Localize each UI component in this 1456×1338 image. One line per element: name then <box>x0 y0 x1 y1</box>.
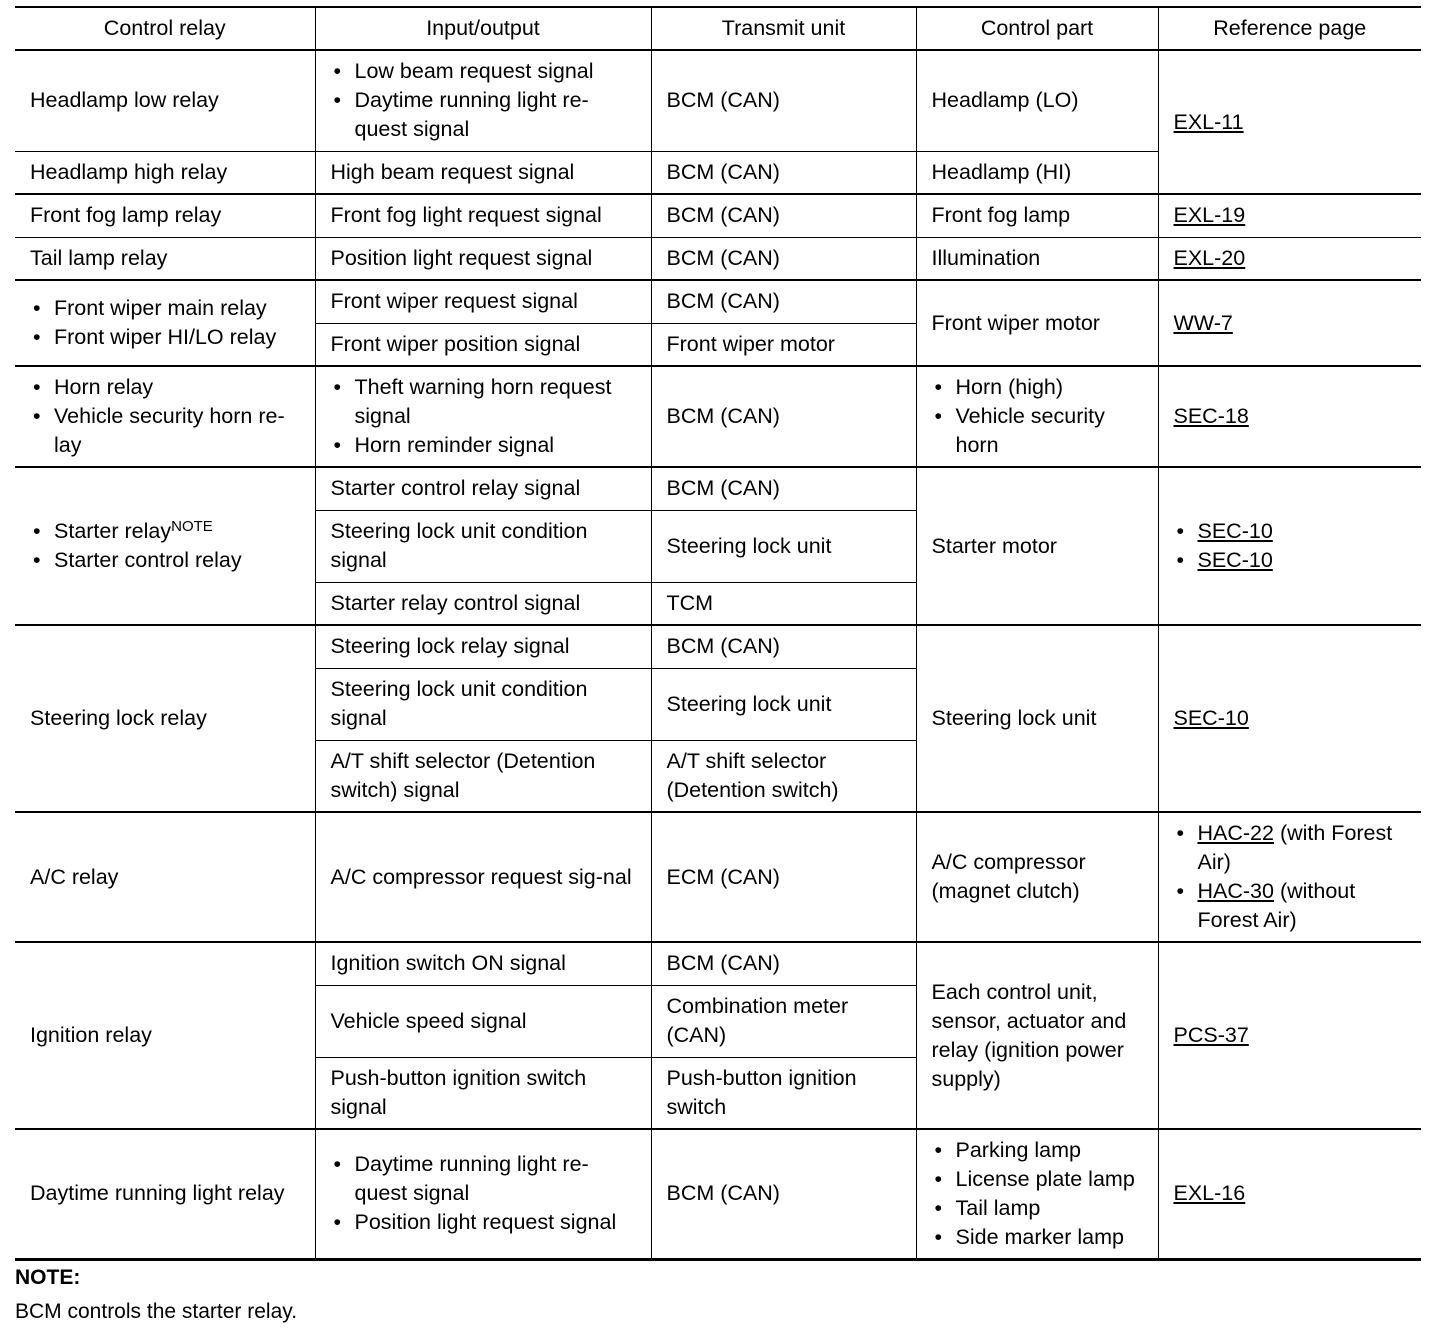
table-row <box>15 467 1421 510</box>
reference-page-cell <box>1158 942 1421 1129</box>
transmit-unit-cell: Front wiper motor <box>651 323 916 366</box>
reference-link[interactable]: SEC-10 <box>1197 548 1273 572</box>
transmit-unit-cell: Push-button ignition switch <box>651 1057 916 1129</box>
input-output-cell: Steering lock relay signal <box>315 625 651 668</box>
list-item <box>30 517 300 546</box>
transmit-unit-cell: ECM (CAN) <box>651 812 916 942</box>
input-output-cell: High beam request signal <box>315 151 651 194</box>
list-item: • Horn (high) <box>932 373 1143 402</box>
control-part-cell: Headlamp (HI) <box>916 151 1158 194</box>
input-output-cell: Ignition switch ON signal <box>315 942 651 985</box>
reference-page-cell <box>1158 1129 1421 1259</box>
list-item <box>1174 517 1407 546</box>
transmit-unit-cell: Steering lock unit <box>651 510 916 582</box>
input-output-cell: Steering lock unit condition signal <box>315 510 651 582</box>
reference-note: (without Forest Air) <box>1197 879 1356 932</box>
table-row <box>15 194 1421 237</box>
list-item: • Front wiper HI/LO relay <box>30 323 300 352</box>
list-item: • Daytime running light re-quest signal <box>331 86 636 144</box>
reference-note: (with Forest Air) <box>1197 821 1393 874</box>
list-item: • Vehicle security horn <box>932 402 1143 460</box>
list-item <box>1174 546 1407 575</box>
reference-link[interactable]: HAC-30 <box>1197 879 1274 903</box>
control-part-cell: Steering lock unit <box>916 625 1158 812</box>
list-item: • Horn relay <box>30 373 300 402</box>
table-row <box>15 237 1421 280</box>
input-output-cell: Starter relay control signal <box>315 582 651 625</box>
list-item: • License plate lamp <box>932 1165 1143 1194</box>
table-row <box>15 50 1421 151</box>
list-item: • Theft warning horn request signal <box>331 373 636 431</box>
input-output-cell: Vehicle speed signal <box>315 985 651 1057</box>
reference-link[interactable]: WW-7 <box>1173 310 1233 335</box>
transmit-unit-cell: BCM (CAN) <box>651 151 916 194</box>
control-part-cell <box>916 1129 1158 1259</box>
table-row <box>15 1129 1421 1259</box>
header-input-output: Input/output <box>315 7 651 50</box>
transmit-unit-cell: BCM (CAN) <box>651 50 916 151</box>
control-part-cell: Headlamp (LO) <box>916 50 1158 151</box>
reference-page-cell <box>1158 50 1421 194</box>
list-item: • Tail lamp <box>932 1194 1143 1223</box>
control-relay-cell <box>15 467 315 625</box>
reference-page-cell <box>1158 194 1421 237</box>
control-relay-cell: Tail lamp relay <box>15 237 315 280</box>
header-row <box>15 7 1421 50</box>
input-output-cell: Position light request signal <box>315 237 651 280</box>
reference-link[interactable]: EXL-16 <box>1173 1181 1246 1206</box>
transmit-unit-cell: BCM (CAN) <box>651 194 916 237</box>
input-output-cell: Front fog light request signal <box>315 194 651 237</box>
transmit-unit-cell: Combination meter (CAN) <box>651 985 916 1057</box>
list-item: • Side marker lamp <box>932 1223 1143 1252</box>
reference-link[interactable]: SEC-18 <box>1173 404 1249 428</box>
reference-link[interactable]: EXL-19 <box>1173 203 1246 228</box>
control-part-cell: Each control unit, sensor, actuator and relay (ignition power supply) <box>916 942 1158 1129</box>
input-output-cell: Push-button ignition switch signal <box>315 1057 651 1129</box>
input-output-cell: Front wiper request signal <box>315 280 651 323</box>
input-output-cell <box>315 50 651 151</box>
list-item: • Vehicle security horn re-lay <box>30 402 300 460</box>
transmit-unit-cell: BCM (CAN) <box>651 366 916 467</box>
table-row <box>15 942 1421 985</box>
header-reference-page: Reference page <box>1158 7 1421 50</box>
control-relay-cell: A/C relay <box>15 812 315 942</box>
transmit-unit-cell: BCM (CAN) <box>651 237 916 280</box>
control-part-cell: A/C compressor (magnet clutch) <box>916 812 1158 942</box>
control-part-cell <box>916 366 1158 467</box>
list-item <box>1174 877 1407 935</box>
control-relay-cell: Daytime running light relay <box>15 1129 315 1259</box>
header-control-relay: Control relay <box>15 7 315 50</box>
control-relay-cell: Front fog lamp relay <box>15 194 315 237</box>
control-relay-cell <box>15 280 315 366</box>
control-relay-cell: Headlamp low relay <box>15 50 315 151</box>
reference-page-cell <box>1158 467 1421 625</box>
reference-link[interactable]: SEC-10 <box>1173 706 1249 730</box>
transmit-unit-cell: BCM (CAN) <box>651 280 916 323</box>
list-item: • Starter control relay <box>30 546 300 575</box>
transmit-unit-cell: BCM (CAN) <box>651 942 916 985</box>
reference-link[interactable]: EXL-20 <box>1173 245 1246 270</box>
reference-page-cell <box>1158 237 1421 280</box>
transmit-unit-cell: BCM (CAN) <box>651 625 916 668</box>
control-relay-cell: Steering lock relay <box>15 625 315 812</box>
control-part-cell: Front fog lamp <box>916 194 1158 237</box>
input-output-cell <box>315 1129 651 1259</box>
input-output-cell <box>315 366 651 467</box>
input-output-cell: Steering lock unit condition signal <box>315 668 651 740</box>
input-output-cell: Front wiper position signal <box>315 323 651 366</box>
transmit-unit-cell: BCM (CAN) <box>651 467 916 510</box>
reference-page-cell <box>1158 280 1421 366</box>
transmit-unit-cell: Steering lock unit <box>651 668 916 740</box>
control-part-cell: Starter motor <box>916 467 1158 625</box>
input-output-cell: A/C compressor request sig-nal <box>315 812 651 942</box>
control-relay-cell: Headlamp high relay <box>15 151 315 194</box>
input-output-cell: Starter control relay signal <box>315 467 651 510</box>
note-text: BCM controls the starter relay. <box>15 1300 298 1323</box>
reference-page-cell <box>1158 812 1421 942</box>
table-row <box>15 366 1421 467</box>
note-title: NOTE: <box>15 1266 81 1289</box>
list-item: • Daytime running light re-quest signal <box>331 1150 636 1208</box>
table-row <box>15 812 1421 942</box>
relay-table <box>15 6 1421 1261</box>
input-output-cell: A/T shift selector (Detention switch) signal <box>315 740 651 812</box>
control-relay-cell: Ignition relay <box>15 942 315 1129</box>
list-item: • Position light request signal <box>331 1208 636 1237</box>
reference-link[interactable]: SEC-10 <box>1197 519 1273 543</box>
list-item: • Front wiper main relay <box>30 294 300 323</box>
reference-link[interactable]: HAC-22 <box>1197 821 1274 845</box>
transmit-unit-cell: BCM (CAN) <box>651 1129 916 1259</box>
note-superscript: NOTE <box>171 518 213 535</box>
reference-link[interactable]: EXL-11 <box>1173 109 1244 134</box>
list-item: • Horn reminder signal <box>331 431 636 460</box>
header-transmit-unit: Transmit unit <box>651 7 916 50</box>
reference-page-cell <box>1158 625 1421 812</box>
control-relay-cell <box>15 366 315 467</box>
table-row <box>15 625 1421 668</box>
transmit-unit-cell: A/T shift selector (Detention switch) <box>651 740 916 812</box>
list-item: • Low beam request signal <box>331 57 636 86</box>
header-control-part: Control part <box>916 7 1158 50</box>
reference-link[interactable]: PCS-37 <box>1173 1023 1249 1047</box>
transmit-unit-cell: TCM <box>651 582 916 625</box>
list-item: • Parking lamp <box>932 1136 1143 1165</box>
list-item <box>1174 819 1407 877</box>
control-part-cell: Illumination <box>916 237 1158 280</box>
table-row <box>15 280 1421 323</box>
starter-relay-label: Starter relay <box>54 519 172 543</box>
reference-page-cell <box>1158 366 1421 467</box>
control-part-cell: Front wiper motor <box>916 280 1158 366</box>
